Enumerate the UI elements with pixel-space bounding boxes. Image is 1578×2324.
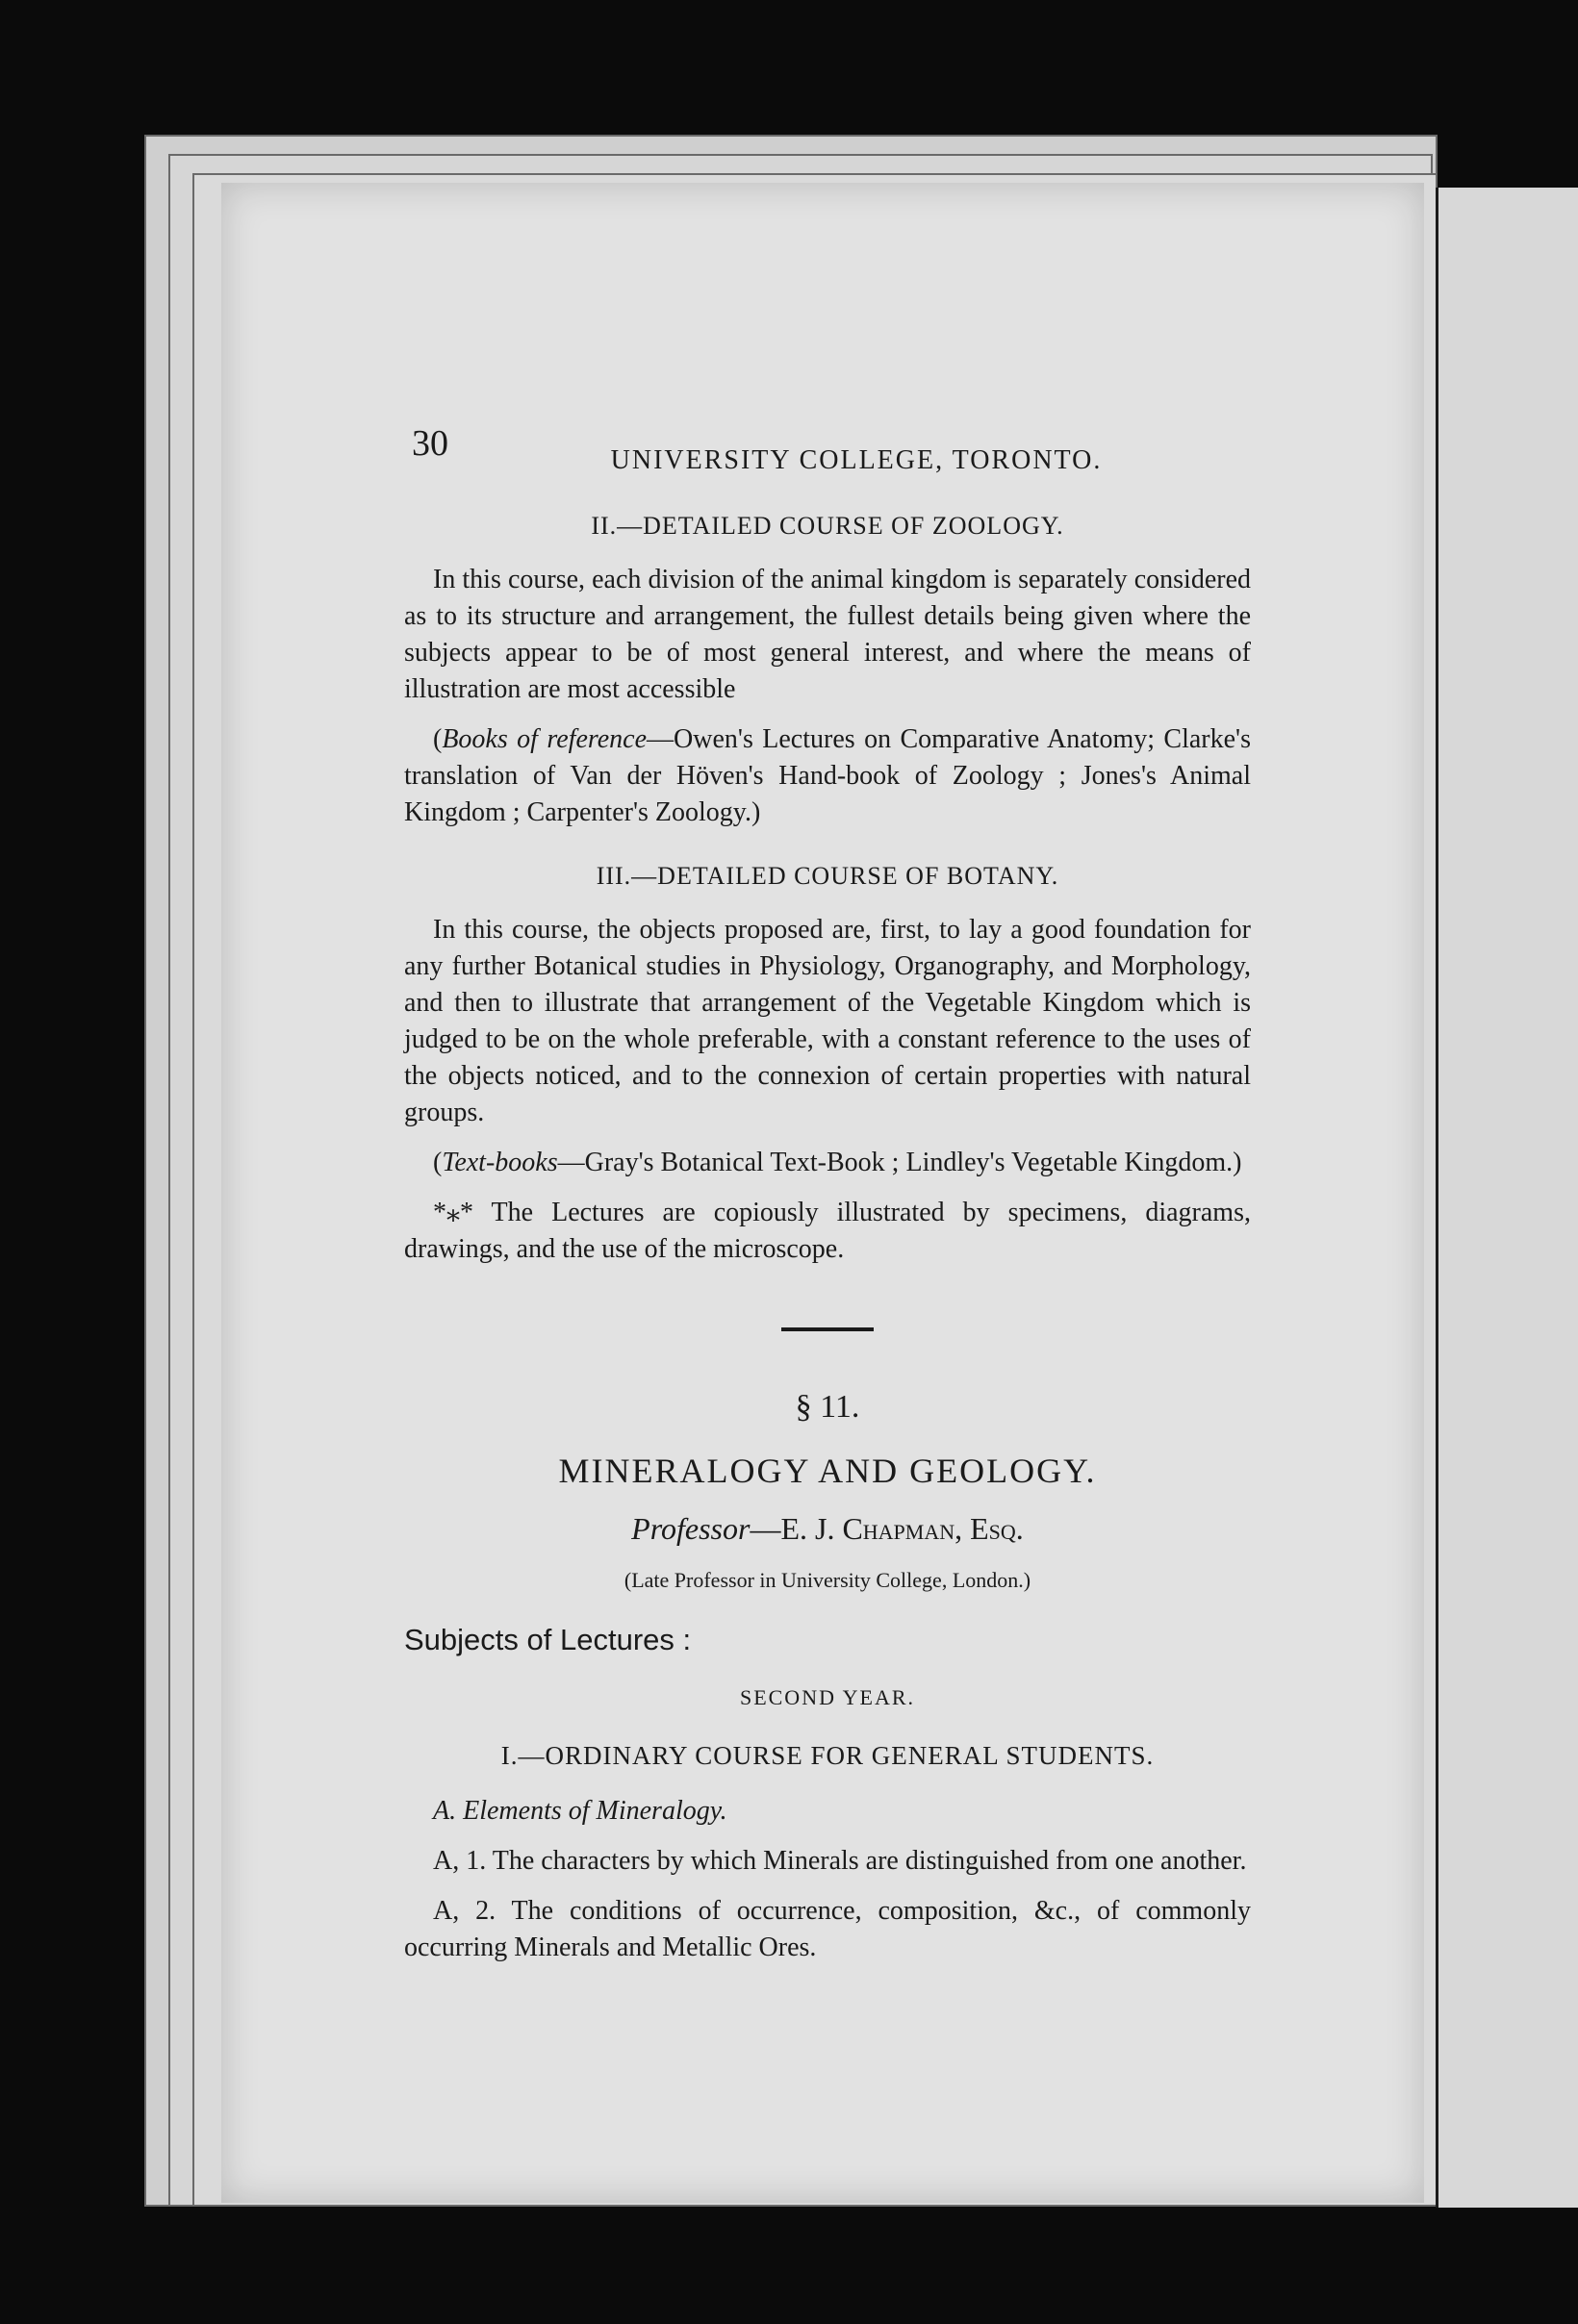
note-text: The Lectures are copiously illustrated by specimens, diagrams, drawings, and the use of the microscope.: [404, 1198, 1251, 1264]
professor-note: (Late Professor in University College, London.): [624, 1568, 1031, 1592]
subjects-heading: Subjects of Lectures :: [404, 1623, 692, 1656]
professor-name: —E. J. Chapman, Esq.: [750, 1511, 1024, 1546]
section-number: § 11.: [795, 1389, 860, 1425]
botany-note: [404, 1195, 1251, 1268]
facing-page-edge: [1436, 188, 1578, 2208]
running-head: [404, 423, 1251, 481]
mineralogy-subhead: A. Elements of Mineralogy.: [433, 1796, 727, 1826]
zoology-paragraph: In this course, each division of the animal kingdom is separately considered as to its structure and arrangement, the fullest details being given where the subjects appear to be of most general interest, and where the means of illustration are most accessible: [404, 565, 1251, 704]
page-number: 30: [412, 423, 448, 464]
page-content: [404, 423, 1251, 1980]
references-label: Books of reference: [442, 724, 648, 754]
zoology-references: (Books of reference—Owen's Lectures on Comparative Anatomy; Clarke's translation of Van der Höven's Hand-book of Zoology ; Jones's Animal Kingdom ; Carpenter's Zoology.): [404, 724, 1251, 827]
item-a2: A, 2. The conditions of occurrence, composition, &c., of commonly occurring Minerals and Metallic Ores.: [404, 1896, 1251, 1962]
year-heading: SECOND YEAR.: [739, 1685, 916, 1709]
textbooks-text: —Gray's Botanical Text-Book ; Lindley's Vegetable Kingdom.): [557, 1148, 1242, 1177]
section-title: MINERALOGY AND GEOLOGY.: [558, 1452, 1097, 1490]
textbooks-label: Text-books: [442, 1148, 558, 1177]
botany-textbooks: (Text-books—Gray's Botanical Text-Book ; Lindley's Vegetable Kingdom.): [433, 1148, 1242, 1177]
references-text: —Owen's Lectures on Comparative Anatomy; Clarke's translation of Van der Höven's Hand-book of Zoology ; Jones's Animal Kingdom ; Carpenter's Zoology.): [404, 724, 1251, 827]
zoology-heading: II.—DETAILED COURSE OF ZOOLOGY.: [591, 512, 1064, 540]
botany-heading: III.—DETAILED COURSE OF BOTANY.: [596, 862, 1059, 890]
professor-line: [404, 1510, 1251, 1547]
course-heading: I.—ORDINARY COURSE FOR GENERAL STUDENTS.: [500, 1741, 1155, 1770]
botany-paragraph: In this course, the objects proposed are, first, to lay a good foundation for any further Botanical studies in Physiology, Organography, and Morphology, and then to illustrate that arrangement of the Vegetable Kingdom which is judged to be on the whole preferable, with a constant reference to the uses of the objects noticed, and to the connexion of certain properties with natural groups.: [404, 915, 1251, 1127]
note-mark: *⁎*: [433, 1198, 473, 1227]
running-title: UNIVERSITY COLLEGE, TORONTO.: [610, 445, 1103, 475]
professor-label: Professor: [631, 1511, 751, 1546]
section-divider: [781, 1327, 874, 1331]
item-a1: A, 1. The characters by which Minerals are distinguished from one another.: [433, 1846, 1247, 1876]
